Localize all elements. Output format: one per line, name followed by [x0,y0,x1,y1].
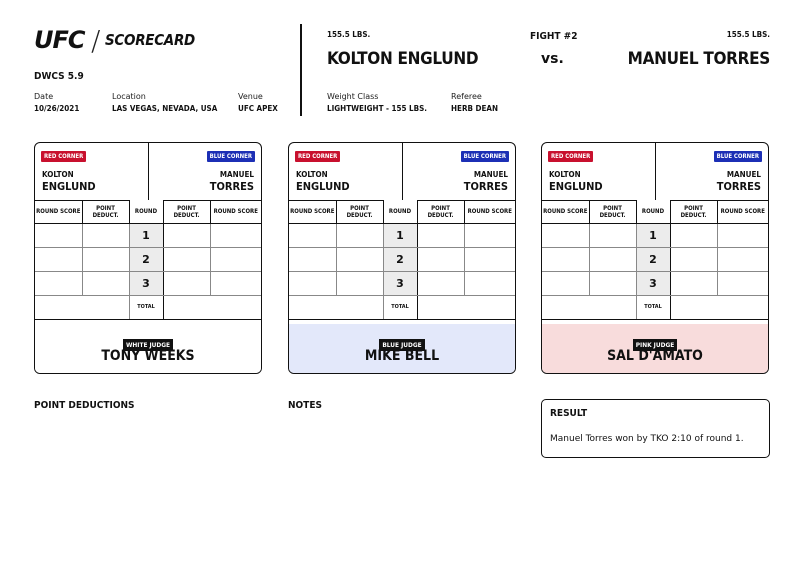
corner-divider [148,143,149,200]
card-header [35,143,261,201]
blue-score-cell [210,248,261,272]
round-row [542,248,768,272]
red-first-name: KOLTON [42,170,74,179]
judge-scorecard-2 [288,142,516,374]
date-label: Date [34,92,54,101]
blue-point-deduct-header: POINT DEDUCT. [163,200,210,224]
round-number: 3 [383,272,417,296]
corner-divider [655,143,656,200]
round-header: ROUND [636,200,670,224]
point-deductions-title: POINT DEDUCTIONS [34,400,135,411]
red-last-name: ENGLUND [42,180,96,193]
red-deduct-cell [589,224,636,248]
venue-label: Venue [238,92,263,101]
judge-role-badge: PINK JUDGE [633,339,678,351]
red-corner-badge: RED CORNER [41,151,86,162]
blue-total-cell [670,296,768,320]
blue-deduct-cell [163,224,210,248]
blue-round-score-header: ROUND SCORE [464,200,515,224]
red-deduct-cell [589,272,636,296]
red-corner-badge: RED CORNER [548,151,593,162]
logo-divider: / [91,24,101,57]
blue-deduct-cell [417,248,464,272]
blue-score-cell [210,272,261,296]
event-name: DWCS 5.9 [34,71,84,82]
red-deduct-cell [336,272,383,296]
round-row [542,224,768,248]
total-label: TOTAL [129,296,163,320]
round-row [35,224,261,248]
red-score-cell [289,272,336,296]
weight-class-label: Weight Class [327,92,379,101]
round-header: ROUND [129,200,163,224]
red-round-score-header: ROUND SCORE [35,200,82,224]
red-score-cell [35,248,82,272]
round-row [35,248,261,272]
blue-deduct-cell [670,224,717,248]
ufc-logo: UFC [34,26,85,54]
blue-score-cell [717,224,768,248]
blue-point-deduct-header: POINT DEDUCT. [417,200,464,224]
blue-score-cell [717,272,768,296]
red-first-name: KOLTON [296,170,328,179]
round-number: 2 [383,248,417,272]
judge-name: SAL D'AMATO [607,348,703,364]
judge-name: TONY WEEKS [101,348,195,364]
blue-deduct-cell [670,272,717,296]
judge-role-badge: BLUE JUDGE [379,339,424,351]
blue-round-score-header: ROUND SCORE [717,200,768,224]
card-header [542,143,768,201]
judge-role-badge: WHITE JUDGE [123,339,173,351]
judge-name: MIKE BELL [364,348,440,364]
blue-total-cell [163,296,261,320]
total-row [289,296,515,320]
blue-deduct-cell [163,248,210,272]
red-score-cell [35,272,82,296]
score-header-row [35,200,261,224]
red-score-cell [542,248,589,272]
red-score-cell [35,224,82,248]
round-row [289,248,515,272]
corner-divider [402,143,403,200]
blue-total-cell [417,296,515,320]
blue-last-name: TORRES [463,180,508,193]
referee-label: Referee [451,92,482,101]
red-round-score-header: ROUND SCORE [289,200,336,224]
score-table [289,200,515,320]
round-number: 1 [383,224,417,248]
fight-number: FIGHT #2 [530,31,578,42]
blue-last-name: TORRES [716,180,761,193]
blue-corner-badge: BLUE CORNER [714,151,762,162]
header-divider [300,24,302,116]
doc-title: SCORECARD [105,31,195,49]
round-number: 3 [129,272,163,296]
card-header [289,143,515,201]
blue-score-cell [464,248,515,272]
result-title: RESULT [550,408,588,419]
red-first-name: KOLTON [549,170,581,179]
blue-corner-badge: BLUE CORNER [461,151,509,162]
red-score-cell [289,248,336,272]
total-label: TOTAL [383,296,417,320]
blue-fighter-name: MANUEL TORRES [627,49,770,69]
blue-first-name: MANUEL [726,170,761,179]
total-label: TOTAL [636,296,670,320]
total-row [35,296,261,320]
red-round-score-header: ROUND SCORE [542,200,589,224]
judge-scorecard-3 [541,142,769,374]
round-number: 3 [636,272,670,296]
round-row [35,272,261,296]
red-last-name: ENGLUND [296,180,350,193]
blue-first-name: MANUEL [473,170,508,179]
red-score-cell [542,224,589,248]
blue-last-name: TORRES [209,180,254,193]
red-fighter-name: KOLTON ENGLUND [327,49,479,69]
blue-score-cell [717,248,768,272]
result-text: Manuel Torres won by TKO 2:10 of round 1. [550,434,744,444]
red-point-deduct-header: POINT DEDUCT. [82,200,129,224]
red-total-cell [289,296,383,320]
red-total-cell [542,296,636,320]
vs-label: vs. [541,51,564,67]
red-point-deduct-header: POINT DEDUCT. [336,200,383,224]
blue-deduct-cell [417,224,464,248]
red-fighter-weight: 155.5 LBS. [327,30,371,39]
blue-score-cell [210,224,261,248]
score-header-row [542,200,768,224]
judge-area [35,324,261,373]
red-deduct-cell [589,248,636,272]
blue-score-cell [464,224,515,248]
judge-area [289,324,515,373]
notes-title: NOTES [288,400,322,411]
judge-area [542,324,768,373]
red-point-deduct-header: POINT DEDUCT. [589,200,636,224]
red-deduct-cell [82,272,129,296]
round-row [289,224,515,248]
total-row [542,296,768,320]
round-row [542,272,768,296]
red-score-cell [289,224,336,248]
result-box [541,399,770,458]
venue-value: UFC APEX [238,104,278,113]
red-deduct-cell [336,224,383,248]
round-number: 1 [636,224,670,248]
blue-corner-badge: BLUE CORNER [207,151,255,162]
red-deduct-cell [82,248,129,272]
red-last-name: ENGLUND [549,180,603,193]
blue-deduct-cell [163,272,210,296]
date-value: 10/26/2021 [34,104,80,113]
judge-scorecard-1 [34,142,262,374]
blue-fighter-weight: 155.5 LBS. [726,30,770,39]
red-deduct-cell [336,248,383,272]
location-value: LAS VEGAS, NEVADA, USA [112,104,218,113]
round-number: 2 [129,248,163,272]
round-number: 1 [129,224,163,248]
round-row [289,272,515,296]
blue-point-deduct-header: POINT DEDUCT. [670,200,717,224]
score-table [542,200,768,320]
blue-deduct-cell [417,272,464,296]
blue-round-score-header: ROUND SCORE [210,200,261,224]
score-table [35,200,261,320]
location-label: Location [112,92,146,101]
red-deduct-cell [82,224,129,248]
referee-value: HERB DEAN [451,104,498,113]
round-header: ROUND [383,200,417,224]
blue-score-cell [464,272,515,296]
blue-first-name: MANUEL [219,170,254,179]
round-number: 2 [636,248,670,272]
score-header-row [289,200,515,224]
blue-deduct-cell [670,248,717,272]
red-score-cell [542,272,589,296]
red-corner-badge: RED CORNER [295,151,340,162]
red-total-cell [35,296,129,320]
weight-class-value: LIGHTWEIGHT - 155 LBS. [327,104,427,113]
